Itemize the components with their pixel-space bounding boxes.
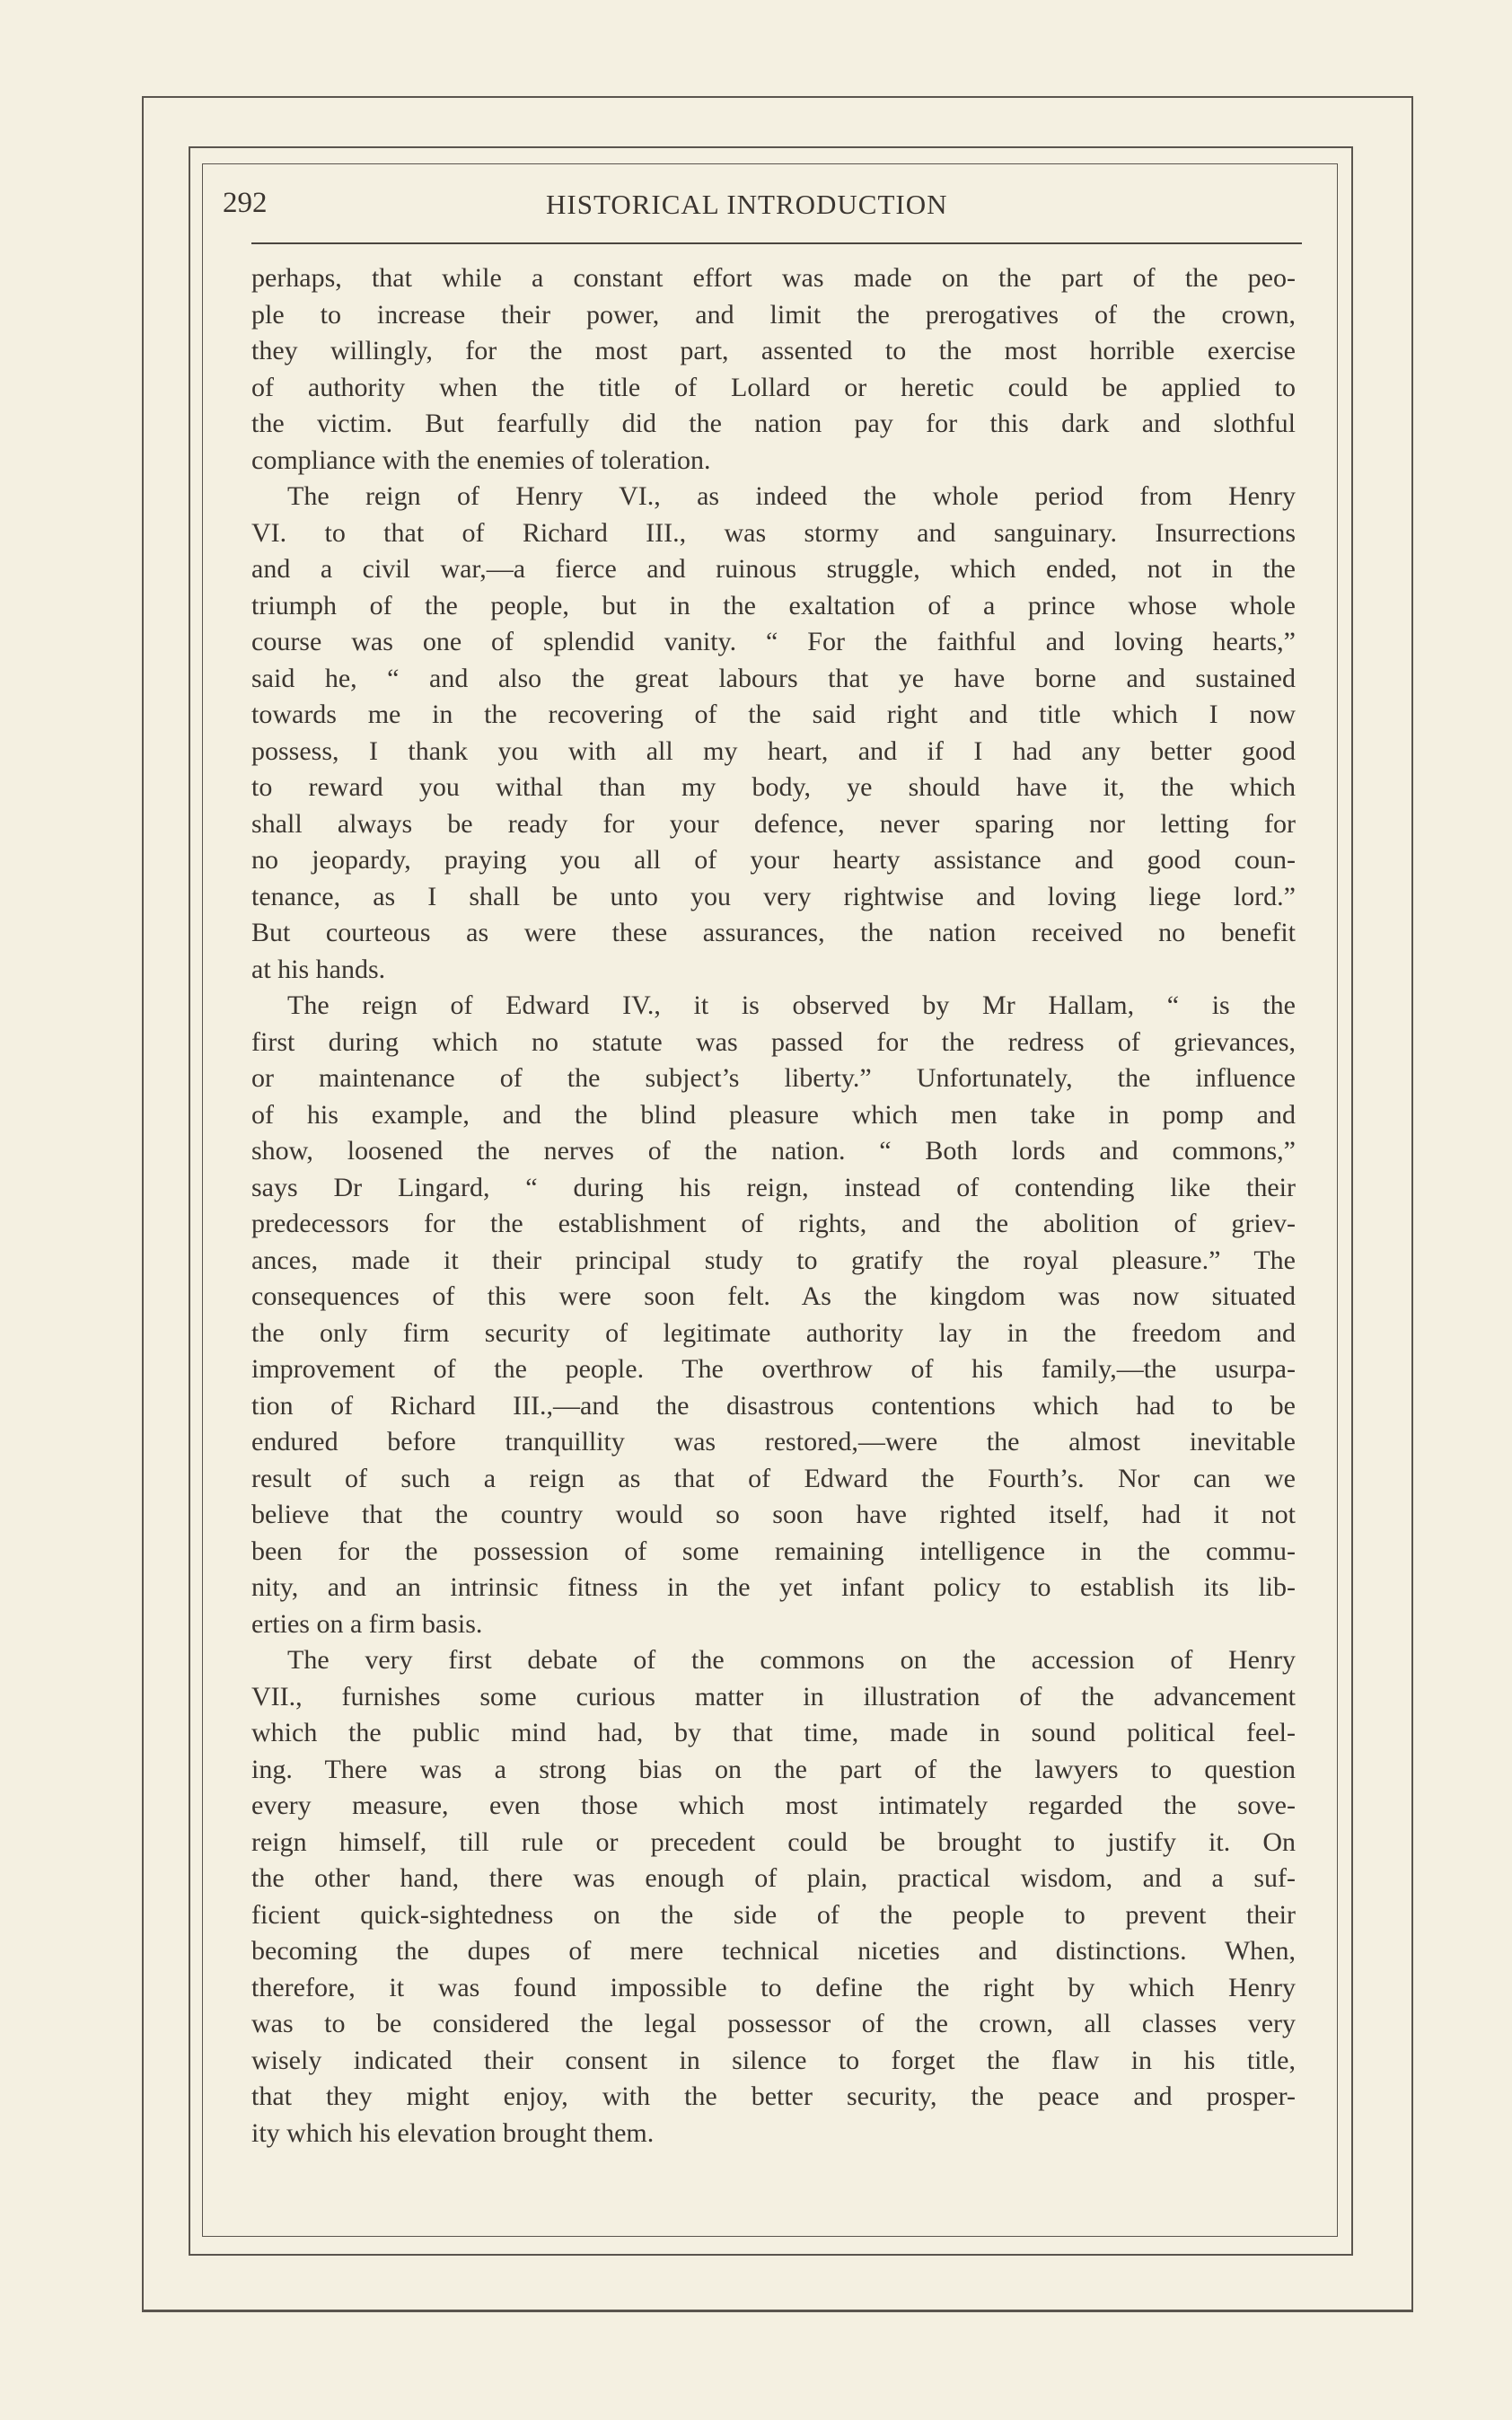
text-line: nity, and an intrinsic fitness in the yet infant policy to establish its lib-: [251, 1572, 1296, 1602]
text-line: becoming the dupes of mere technical niceties and distinctions. When,: [251, 1936, 1296, 1966]
text-line: ances, made it their principal study to gratify the royal pleasure.” The: [251, 1245, 1296, 1275]
text-line: which the public mind had, by that time, made in sound political feel-: [251, 1718, 1296, 1747]
text-line: said he, “ and also the great labours that ye have borne and sustained: [251, 663, 1296, 693]
paragraph: [251, 479, 1296, 988]
text-line: reign himself, till rule or precedent could be brought to justify it. On: [251, 1826, 1296, 1857]
body-text: [251, 260, 1296, 2152]
text-line: tenance, as I shall be unto you very rightwise and loving liege lord.”: [251, 881, 1296, 911]
text-line: The reign of Henry VI., as indeed the whole period from Henry: [287, 481, 1296, 511]
text-line: show, loosened the nerves of the nation. “ Both lords and commons,”: [251, 1136, 1296, 1166]
page-header: [223, 187, 1300, 232]
page-number: 292: [223, 187, 268, 219]
text-line: says Dr Lingard, “ during his reign, instead of contending like their: [251, 1172, 1296, 1202]
text-line: that they might enjoy, with the better security, the peace and prosper-: [251, 2081, 1296, 2111]
text-line: perhaps, that while a constant effort was made on the part of the peo-: [251, 263, 1296, 293]
text-line: predecessors for the establishment of rights, and the abolition of griev-: [251, 1209, 1296, 1238]
text-line: the victim. But fearfully did the nation pay for this dark and slothful: [251, 409, 1296, 438]
text-line: The reign of Edward IV., it is observed by Mr Hallam, “ is the: [287, 990, 1296, 1020]
text-line: ity which his elevation brought them.: [251, 2117, 655, 2148]
text-line: believe that the country would so soon have righted itself, had it not: [251, 1500, 1296, 1529]
text-line: at his hands.: [251, 954, 386, 984]
paragraph: [251, 260, 1296, 479]
text-line: every measure, even those which most intimately regarded the sove-: [251, 1791, 1296, 1820]
text-line: or maintenance of the subject’s liberty.” Unfortunately, the influence: [251, 1063, 1296, 1093]
paragraph: [251, 1642, 1296, 2152]
text-line: towards me in the recovering of the said right and title which I now: [251, 700, 1296, 729]
text-line: The very first debate of the commons on the accession of Henry: [287, 1645, 1296, 1675]
text-line: ple to increase their power, and limit the prerogatives of the crown,: [251, 299, 1296, 330]
text-line: VII., furnishes some curious matter in illustration of the advancement: [251, 1681, 1296, 1712]
text-line: they willingly, for the most part, assented to the most horrible exercise: [251, 336, 1296, 365]
text-line: endured before tranquillity was restored,—were the almost inevitable: [251, 1427, 1296, 1456]
text-line: of his example, and the blind pleasure which men take in pomp and: [251, 1099, 1296, 1130]
text-line: the only firm security of legitimate authority lay in the freedom and: [251, 1317, 1296, 1348]
text-line: improvement of the people. The overthrow of his family,—the usurpa-: [251, 1354, 1296, 1384]
text-line: ficient quick-sightedness on the side of the people to prevent their: [251, 1899, 1296, 1930]
paragraph: [251, 988, 1296, 1642]
text-line: shall always be ready for your defence, never sparing nor letting for: [251, 808, 1296, 839]
text-line: compliance with the enemies of toleration.: [251, 444, 711, 475]
text-line: course was one of splendid vanity. “ For the faithful and loving hearts,”: [251, 627, 1296, 656]
text-line: of authority when the title of Lollard or heretic could be applied to: [251, 372, 1296, 402]
text-line: But courteous as were these assurances, the nation received no benefit: [251, 918, 1296, 947]
text-line: therefore, it was found impossible to define the right by which Henry: [251, 1972, 1296, 2002]
text-line: tion of Richard III.,—and the disastrous contentions which had to be: [251, 1390, 1296, 1421]
text-line: no jeopardy, praying you all of your hearty assistance and good coun-: [251, 845, 1296, 875]
text-line: wisely indicated their consent in silence to forget the flaw in his title,: [251, 2045, 1296, 2075]
header-rule: [251, 242, 1302, 244]
running-head: HISTORICAL INTRODUCTION: [546, 189, 948, 220]
text-line: and a civil war,—a fierce and ruinous struggle, which ended, not in the: [251, 554, 1296, 584]
text-line: ing. There was a strong bias on the part of the lawyers to question: [251, 1754, 1296, 1784]
text-line: erties on a firm basis.: [251, 1608, 483, 1639]
text-line: possess, I thank you with all my heart, and if I had any better good: [251, 735, 1296, 766]
text-line: VI. to that of Richard III., was stormy and sanguinary. Insurrections: [251, 517, 1296, 548]
text-line: to reward you withal than my body, ye should have it, the which: [251, 772, 1296, 802]
text-line: result of such a reign as that of Edward the Fourth’s. Nor can we: [251, 1463, 1296, 1493]
text-line: first during which no statute was passed for the redress of grievances,: [251, 1026, 1296, 1057]
text-line: triumph of the people, but in the exaltation of a prince whose whole: [251, 590, 1296, 620]
text-line: been for the possession of some remaining intelligence in the commu-: [251, 1536, 1296, 1566]
text-line: the other hand, there was enough of plain, practical wisdom, and a suf-: [251, 1863, 1296, 1893]
text-line: was to be considered the legal possessor of the crown, all classes very: [251, 2009, 1296, 2038]
text-line: consequences of this were soon felt. As the kingdom was now situated: [251, 1281, 1296, 1311]
